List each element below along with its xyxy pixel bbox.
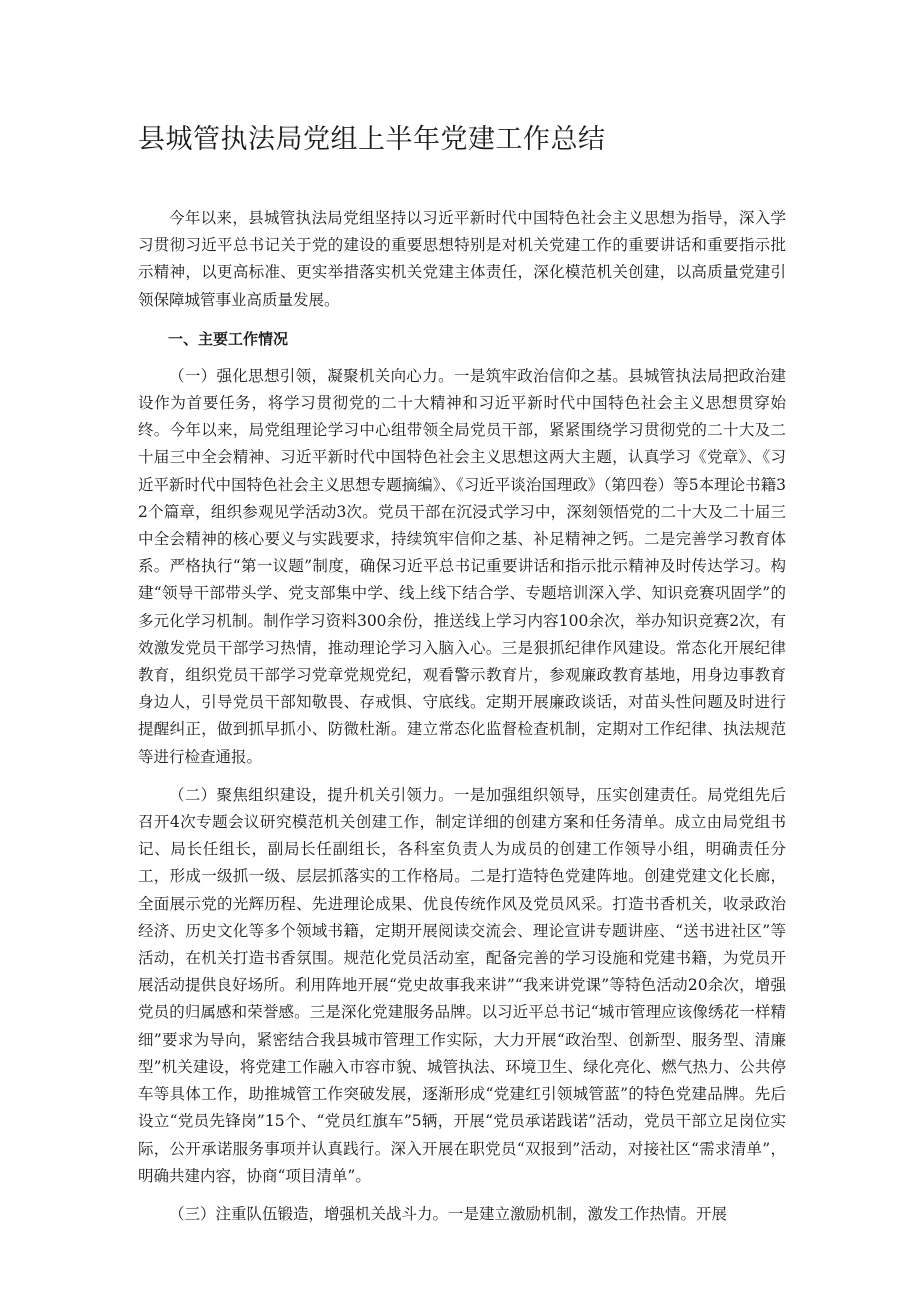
section-heading-main-work: 一、主要工作情况 <box>168 329 289 348</box>
intro-paragraph: 今年以来，县城管执法局党组坚持以习近平新时代中国特色社会主义思想为指导，深入学习贯彻习近平总书记关于党的建设的重要思想特别是对机关党建工作的重要讲话和重要指示批示精神，以更高标准、更实举措落实机关党建主体责任，深化模范机关创建，以高质量党建引领保障城管事业高质量发展。 <box>138 209 786 309</box>
document-title: 县城管执法局党组上半年党建工作总结 <box>138 124 606 155</box>
paragraph-team-building: （三）注重队伍锻造，增强机关战斗力。一是建立激励机制，激发工作热情。开展 <box>169 1204 728 1223</box>
paragraph-organization-building: （二）聚焦组织建设，提升机关引领力。一是加强组织领导，压实创建责任。局党组先后召开4次专题会议研究模范机关创建工作，制定详细的创建方案和任务清单。成立由局党组书记、局长任组长，副局长任副组长，各科室负责人为成员的创建工作领导小组，明确责任分工，形成一级抓一级、层层抓落实的工作格局。二是打造特色党建阵地。创建党建文化长廊，全面展示党的光辉历程、先进理论成果、优良传统作风及党员风采。打造书香机关，收录政治经济、历史文化等多个领域书籍，定期开展阅读交流会、理论宣讲专题讲座、“送书进社区”等活动，在机关打造书香氛围。规范化党员活动室，配备完善的学习设施和党建书籍，为党员开展活动提供良好场所。利用阵地开展“党史故事我来讲”“我来讲党课”等特色活动20余次，增强党员的归属感和荣誉感。三是深化党建服务品牌。以习近平总书记“城市管理应该像绣花一样精细”要求为导向，紧密结合我县城市管理工作实际，大力开展“政治型、创新型、服务型、清廉型”机关建设，将党建工作融入市容市貌、城管执法、环境卫生、绿化亮化、燃气热力、公共停车等具体工作，助推城管工作突破发展，逐渐形成“党建红引领城管蓝”的特色党建品牌。先后设立“党员先锋岗”15个、“党员红旗车”5辆，开展“党员承诺践诺”活动，党员干部立足岗位实际，公开承诺服务事项并认真践行。深入开展在职党员“双报到”活动，对接社区“需求清单”，明确共建内容，协商“项目清单”。 <box>138 785 786 1185</box>
document-body <box>138 205 786 1228</box>
paragraph-ideological-guidance: （一）强化思想引领，凝聚机关向心力。一是筑牢政治信仰之基。县城管执法局把政治建设作为首要任务，将学习贯彻党的二十大精神和习近平新时代中国特色社会主义思想贯穿始终。今年以来，局党组理论学习中心组带领全局党员干部，紧紧围绕学习贯彻党的二十大及二十届三中全会精神、习近平新时代中国特色社会主义思想这两大主题，认真学习《党章》、《习近平新时代中国特色社会主义思想专题摘编》、《习近平谈治国理政》（第四卷）等5本理论书籍32个篇章，组织参观见学活动3次。党员干部在沉浸式学习中，深刻领悟党的二十大及二十届三中全会精神的核心要义与实践要求，持续筑牢信仰之基、补足精神之钙。二是完善学习教育体系。严格执行“第一议题”制度，确保习近平总书记重要讲话和指示批示精神及时传达学习。构建“领导干部带头学、党支部集中学、线上线下结合学、专题培训深入学、知识竞赛巩固学”的多元化学习机制。制作学习资料300余份，推送线上学习内容100余次，举办知识竞赛2次，有效激发党员干部学习热情，推动理论学习入脑入心。三是狠抓纪律作风建设。常态化开展纪律教育，组织党员干部学习党章党规党纪，观看警示教育片，参观廉政教育基地，用身边事教育身边人，引导党员干部知敬畏、存戒惧、守底线。定期开展廉政谈话，对苗头性问题及时进行提醒纠正，做到抓早抓小、防微杜渐。建立常态化监督检查机制，定期对工作纪律、执法规范等进行检查通报。 <box>138 366 786 766</box>
